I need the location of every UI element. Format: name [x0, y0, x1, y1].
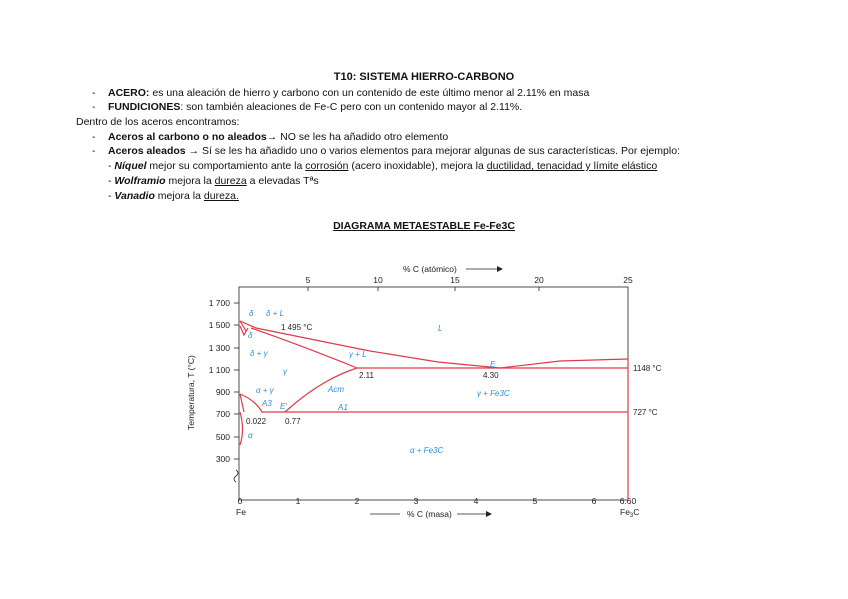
- right-label: 1148 °C: [633, 364, 662, 373]
- bullet-acero: ACERO: es una aleación de hierro y carbono con un contenido de este último menor al 2.11% en masa: [108, 87, 590, 99]
- bullet-dash: -: [92, 101, 96, 113]
- page-title: T10: SISTEMA HIERRO-CARBONO: [333, 71, 515, 83]
- bottom-tick: 6.60: [619, 496, 637, 506]
- phase-label: α: [248, 431, 253, 440]
- fe3c-label: $Fe_3C$: [620, 507, 640, 519]
- bullet-dash: -: [92, 145, 96, 157]
- bullet-no-aleados: Aceros al carbono o no aleados→ NO se les ha añadido otro elemento: [108, 131, 449, 143]
- phase-curves: [240, 321, 628, 500]
- top-tick: 25: [623, 275, 633, 285]
- phase-label: γ: [283, 367, 287, 376]
- intro-text: Dentro de los aceros encontramos:: [76, 116, 240, 128]
- solidus-curve: [251, 328, 357, 368]
- phase-label: γ + Fe3C: [477, 389, 510, 398]
- alpha-solvus: [240, 412, 243, 445]
- left-tick: 700: [215, 409, 230, 419]
- bottom-tick: 0: [237, 496, 243, 506]
- left-tick: 900: [215, 387, 230, 397]
- bullet-aleados: Aceros aleados → Sí se les ha añadido uno o varios elementos para mejorar algunas de sus características. Por ejemplo:: [108, 145, 680, 157]
- phase-label: E: [490, 360, 496, 369]
- point-label: 2.11: [359, 371, 374, 380]
- top-tick: 15: [450, 275, 460, 285]
- axis-break-mark: [234, 470, 238, 482]
- phase-label: E': [280, 402, 287, 411]
- bottom-tick: 5: [532, 496, 538, 506]
- phase-label: δ + γ: [250, 349, 268, 358]
- fe-label: Fe: [236, 507, 246, 517]
- phase-label: L: [438, 324, 443, 333]
- bottom-axis-arrowhead: [486, 511, 492, 517]
- point-label: 1 495 °C: [281, 323, 313, 332]
- diagram-frame: [239, 287, 628, 500]
- top-tick: 20: [534, 275, 544, 285]
- right-label: 727 °C: [633, 408, 658, 417]
- diagram-title: DIAGRAMA METAESTABLE Fe-Fe3C: [333, 220, 515, 232]
- left-tick: 500: [215, 432, 230, 442]
- point-label: 0.77: [285, 417, 301, 426]
- phase-label: δ + L: [266, 309, 285, 318]
- liquidus-right: [500, 359, 628, 368]
- phase-label: γ + L: [349, 350, 367, 359]
- left-tick: 1 500: [208, 320, 230, 330]
- bottom-axis-label: % C (masa): [407, 509, 452, 519]
- phase-label: A1: [338, 403, 348, 412]
- bullet-fundiciones: FUNDICIONES: son también aleaciones de Fe-C pero con un contenido mayor al 2.11%.: [108, 101, 523, 113]
- left-axis-label: Temperatura, T (°C): [186, 355, 196, 430]
- top-tick: 5: [305, 275, 311, 285]
- example-vanadio: - Vanadio mejora la dureza.: [108, 190, 239, 202]
- phase-label: δ: [248, 331, 253, 340]
- top-axis-arrowhead: [497, 266, 503, 272]
- example-niquel: - Níquel mejor su comportamiento ante la corrosión (acero inoxidable), mejora la ductilidad, tenacidad y límite elástico: [108, 160, 658, 172]
- left-tick: 1 300: [208, 343, 230, 353]
- point-label: 4.30: [483, 371, 499, 380]
- phase-label: α + Fe3C: [410, 446, 444, 455]
- bullet-dash: -: [92, 131, 96, 143]
- left-tick: 300: [215, 454, 230, 464]
- phase-label: A3: [262, 399, 272, 408]
- bottom-ticks: [238, 496, 637, 506]
- bottom-tick: 3: [413, 496, 419, 506]
- example-wolframio: - Wolframio mejora la dureza a elevadas Tªs: [108, 175, 319, 187]
- bottom-tick: 1: [295, 496, 301, 506]
- left-tick: 1 700: [208, 298, 230, 308]
- left-ticks: [209, 298, 231, 464]
- alpha-gamma-line: [240, 394, 244, 412]
- point-label: 0.022: [246, 417, 267, 426]
- top-tick: 10: [373, 275, 383, 285]
- phase-label: α + γ: [256, 386, 274, 395]
- top-ticks: [306, 275, 633, 285]
- bottom-tick: 2: [354, 496, 360, 506]
- bottom-tick: 4: [473, 496, 479, 506]
- phase-label: δ: [249, 309, 254, 318]
- bullet-dash: -: [92, 87, 96, 99]
- left-tick: 1 100: [208, 365, 230, 375]
- bottom-tick: 6: [591, 496, 597, 506]
- liquidus-curve: [240, 321, 500, 368]
- top-axis-label: % C (atómico): [403, 264, 457, 274]
- phase-label: Acm: [328, 385, 344, 394]
